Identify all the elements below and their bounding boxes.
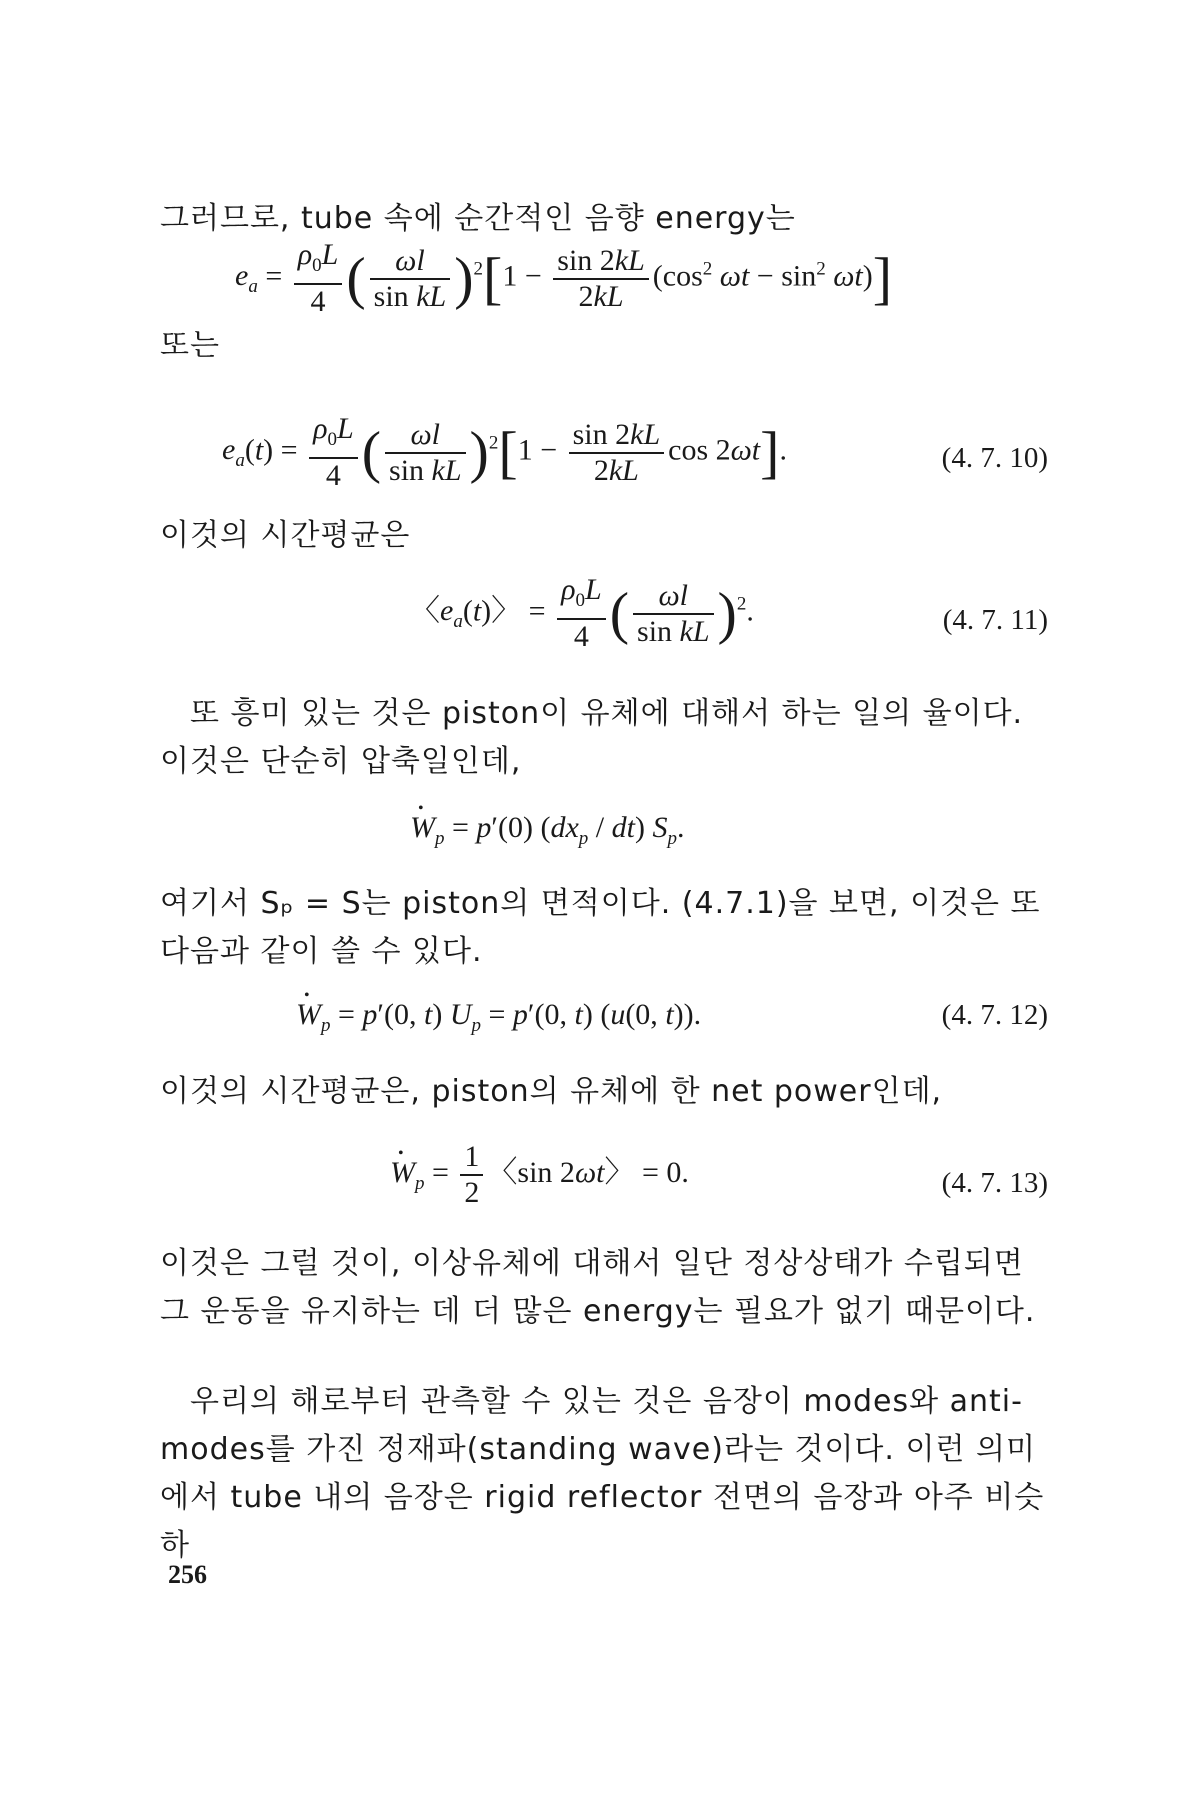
paragraph-time-average: 이것의 시간평균은 bbox=[160, 518, 411, 553]
equation-number-4-7-11: (4. 7. 11) bbox=[942, 604, 1048, 636]
equation-power-definition: • $W_p = p'(0)$ $(dx_p / dt)$ $S_p$. bbox=[410, 808, 684, 859]
paragraph-or: 또는 bbox=[160, 328, 220, 363]
paragraph-intro: 그러므로, tube 속에 순간적인 음향 energy는 bbox=[160, 201, 796, 236]
paragraph-piston-work: 또 흥미 있는 것은 piston이 유체에 대해서 하는 일의 율이다. 이것은 단순히 압축일인데, bbox=[160, 696, 1024, 779]
equation-energy-average: 〈$e_a(t)$〉 = $\frac{\rho_0L}{4}$ ( $\frac{\omega l}{\text{sin kL}}$ )$^2$. bbox=[410, 573, 754, 653]
paragraph-piston-area: 여기서 Sₚ = S는 piston의 면적이다. (4.7.1)을 보면, 이것은 또 다음과 같이 쓸 수 있다. bbox=[160, 886, 1041, 969]
equation-number-4-7-10: (4. 7. 10) bbox=[941, 442, 1048, 474]
paragraph-standing-wave: 우리의 해로부터 관측할 수 있는 것은 음장이 modes와 anti-modes를 가진 정재파(standing wave)라는 것이다. 이런 의미에서 tube 내의 음장은 rigid reflector 전면의 음장과 아주 비슷하 bbox=[160, 1384, 1045, 1563]
equation-number-4-7-13: (4. 7. 13) bbox=[941, 1167, 1048, 1199]
paragraph-steady-state: 이것은 그럴 것이, 이상유체에 대해서 일단 정상상태가 수립되면 그 운동을 유지하는 데 더 많은 energy는 필요가 없기 때문이다. bbox=[160, 1246, 1036, 1329]
paragraph-net-power: 이것의 시간평균은, piston의 유체에 한 net power인데, bbox=[160, 1074, 943, 1109]
equation-power-average: • $W_p$ = $\frac{1}{2}$ 〈sin 2ωt〉 = 0. bbox=[390, 1140, 689, 1210]
page-number: 256 bbox=[168, 1560, 207, 1589]
equation-number-4-7-12: (4. 7. 12) bbox=[941, 999, 1048, 1031]
equation-power-velocity: • $W_p = p'(0$, t) $U_p = p'(0$, t) (u(0, t)). bbox=[296, 995, 701, 1046]
equation-energy-time: $e_a(t)$ = $\frac{\rho_0L}{4}$ ( $\frac{\omega l}{\text{sin kL}}$ )$^2$[1 − $\frac{\sin 2kL}{2kL}$ cos 2ωt]. bbox=[222, 412, 787, 492]
equation-energy-instantaneous: $e_a$ = $\frac{\rho_0L}{4}$ ( $\frac{\omega l}{\text{sin kL}}$ )$^2$[1 − $\frac{\sin 2kL}{2kL}$ ($\cos^2$ $\omega t - \sin^2 \omega t$)] bbox=[235, 238, 893, 318]
